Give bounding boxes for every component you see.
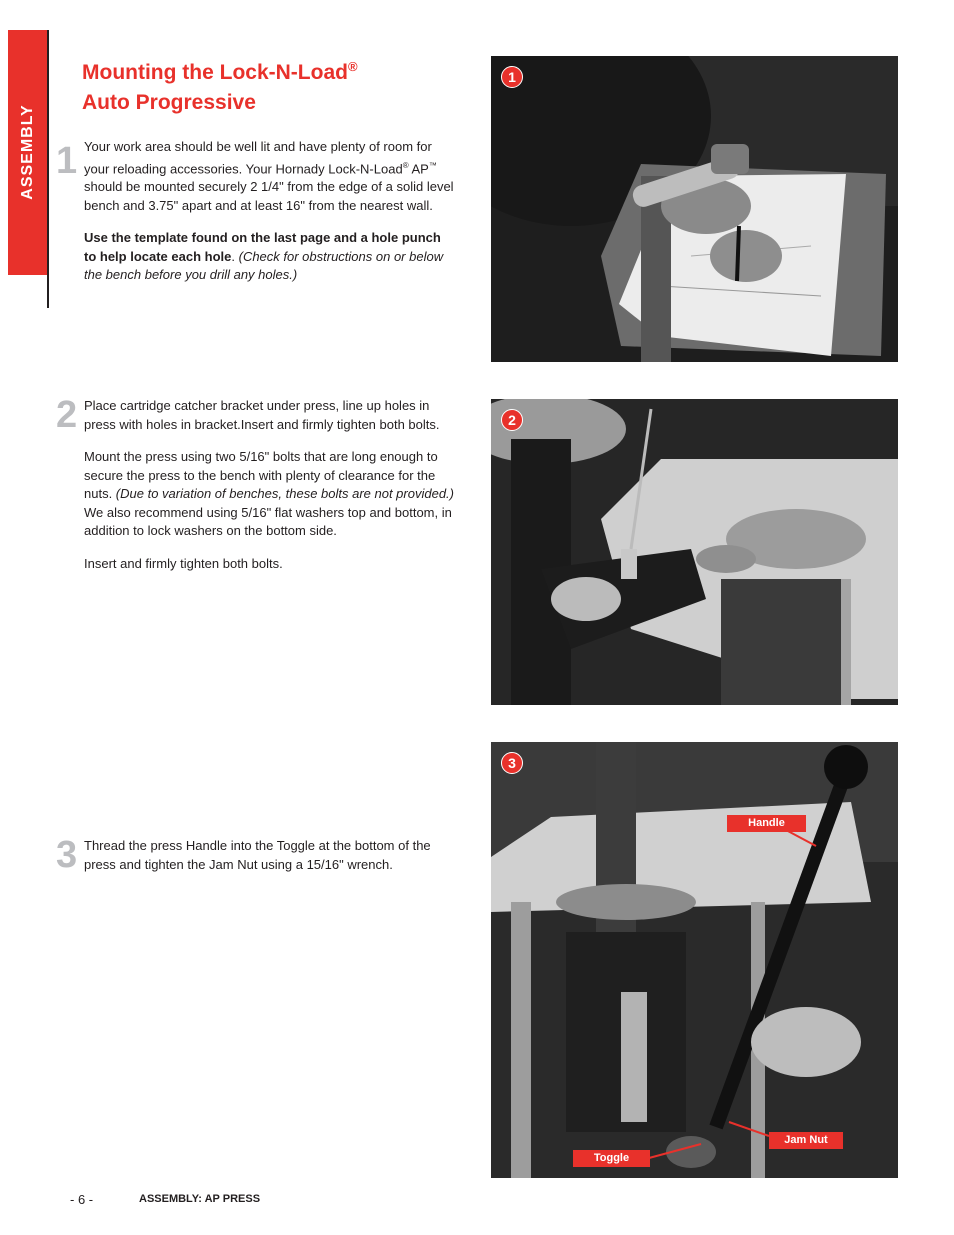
photo-1-illustration [491,56,898,362]
photo-bracket-bolts [491,399,898,705]
step-1-trademark: ™ [428,160,437,170]
step-1-text-b: AP [408,160,429,176]
photo-3-badge: 3 [501,752,523,774]
step-2-paragraph-1: Place cartridge catcher bracket under press, line up holes in press with holes in bracket.Insert and firmly tighten both bolts. [84,398,440,432]
step-1-paragraph-1 [84,138,454,215]
photo-2-badge: 2 [501,409,523,431]
callout-handle: Handle [727,815,806,832]
step-1-separator: . [231,248,239,264]
section-tab-label: ASSEMBLY [19,104,36,200]
step-2-text-b: We also recommend using 5/16" flat washers top and bottom, in addition to lock washers on the bottom side. [84,504,452,538]
step-2-paragraph-2 [84,448,454,541]
step-1-text-a: Your work area should be well lit and have plenty of room for your reloading accessories. Your Hornady Lock-N-Load [84,139,432,176]
photo-1-badge: 1 [501,66,523,88]
photo-3-illustration [491,742,898,1178]
step-number-1: 1 [56,140,78,182]
photo-2-illustration [491,399,898,705]
page-title [82,52,358,118]
step-number-2: 2 [56,394,78,436]
step-1-paragraph-2 [84,229,454,285]
page-number: - 6 - [70,1192,94,1207]
step-1-text [84,138,454,299]
step-1-text-c: should be mounted securely 2 1/4" from the edge of a solid level bench and 3.75" apart and at least 16" from the nearest wall. [84,179,454,213]
step-2-text-a: Mount the press using two 5/16" bolts that are long enough to secure the press to the bench with plenty of clearance for the nuts. [84,449,438,501]
photo-template-marking [491,56,898,362]
step-3-paragraph-1: Thread the press Handle into the Toggle at the bottom of the press and tighten the Jam Nut using a 15/16" wrench. [84,838,431,872]
step-2-paragraph-3: Insert and firmly tighten both bolts. [84,555,283,571]
title-line1: Mounting the Lock-N-Load [82,61,348,84]
step-2-italic-note: (Due to variation of benches, these bolts are not provided.) [115,486,454,501]
step-3-text [84,837,454,888]
footer-section-label: ASSEMBLY: AP PRESS [139,1193,261,1205]
title-line2: Auto Progressive [82,91,256,114]
section-divider-line [47,30,49,308]
step-1-italic-note: (Check for obstructions on or below the bench before you drill any holes.) [84,248,444,283]
step-number-3: 3 [56,834,78,876]
callout-toggle: Toggle [573,1150,650,1167]
step-1-bold-instruction: Use the template found on the last page and a hole punch to help locate each hole [84,230,441,264]
registered-mark: ® [347,59,358,74]
step-2-text [84,397,454,587]
photo-handle-toggle [491,742,898,1178]
callout-jam-nut: Jam Nut [769,1132,843,1149]
step-1-registered-mark: ® [402,160,409,170]
